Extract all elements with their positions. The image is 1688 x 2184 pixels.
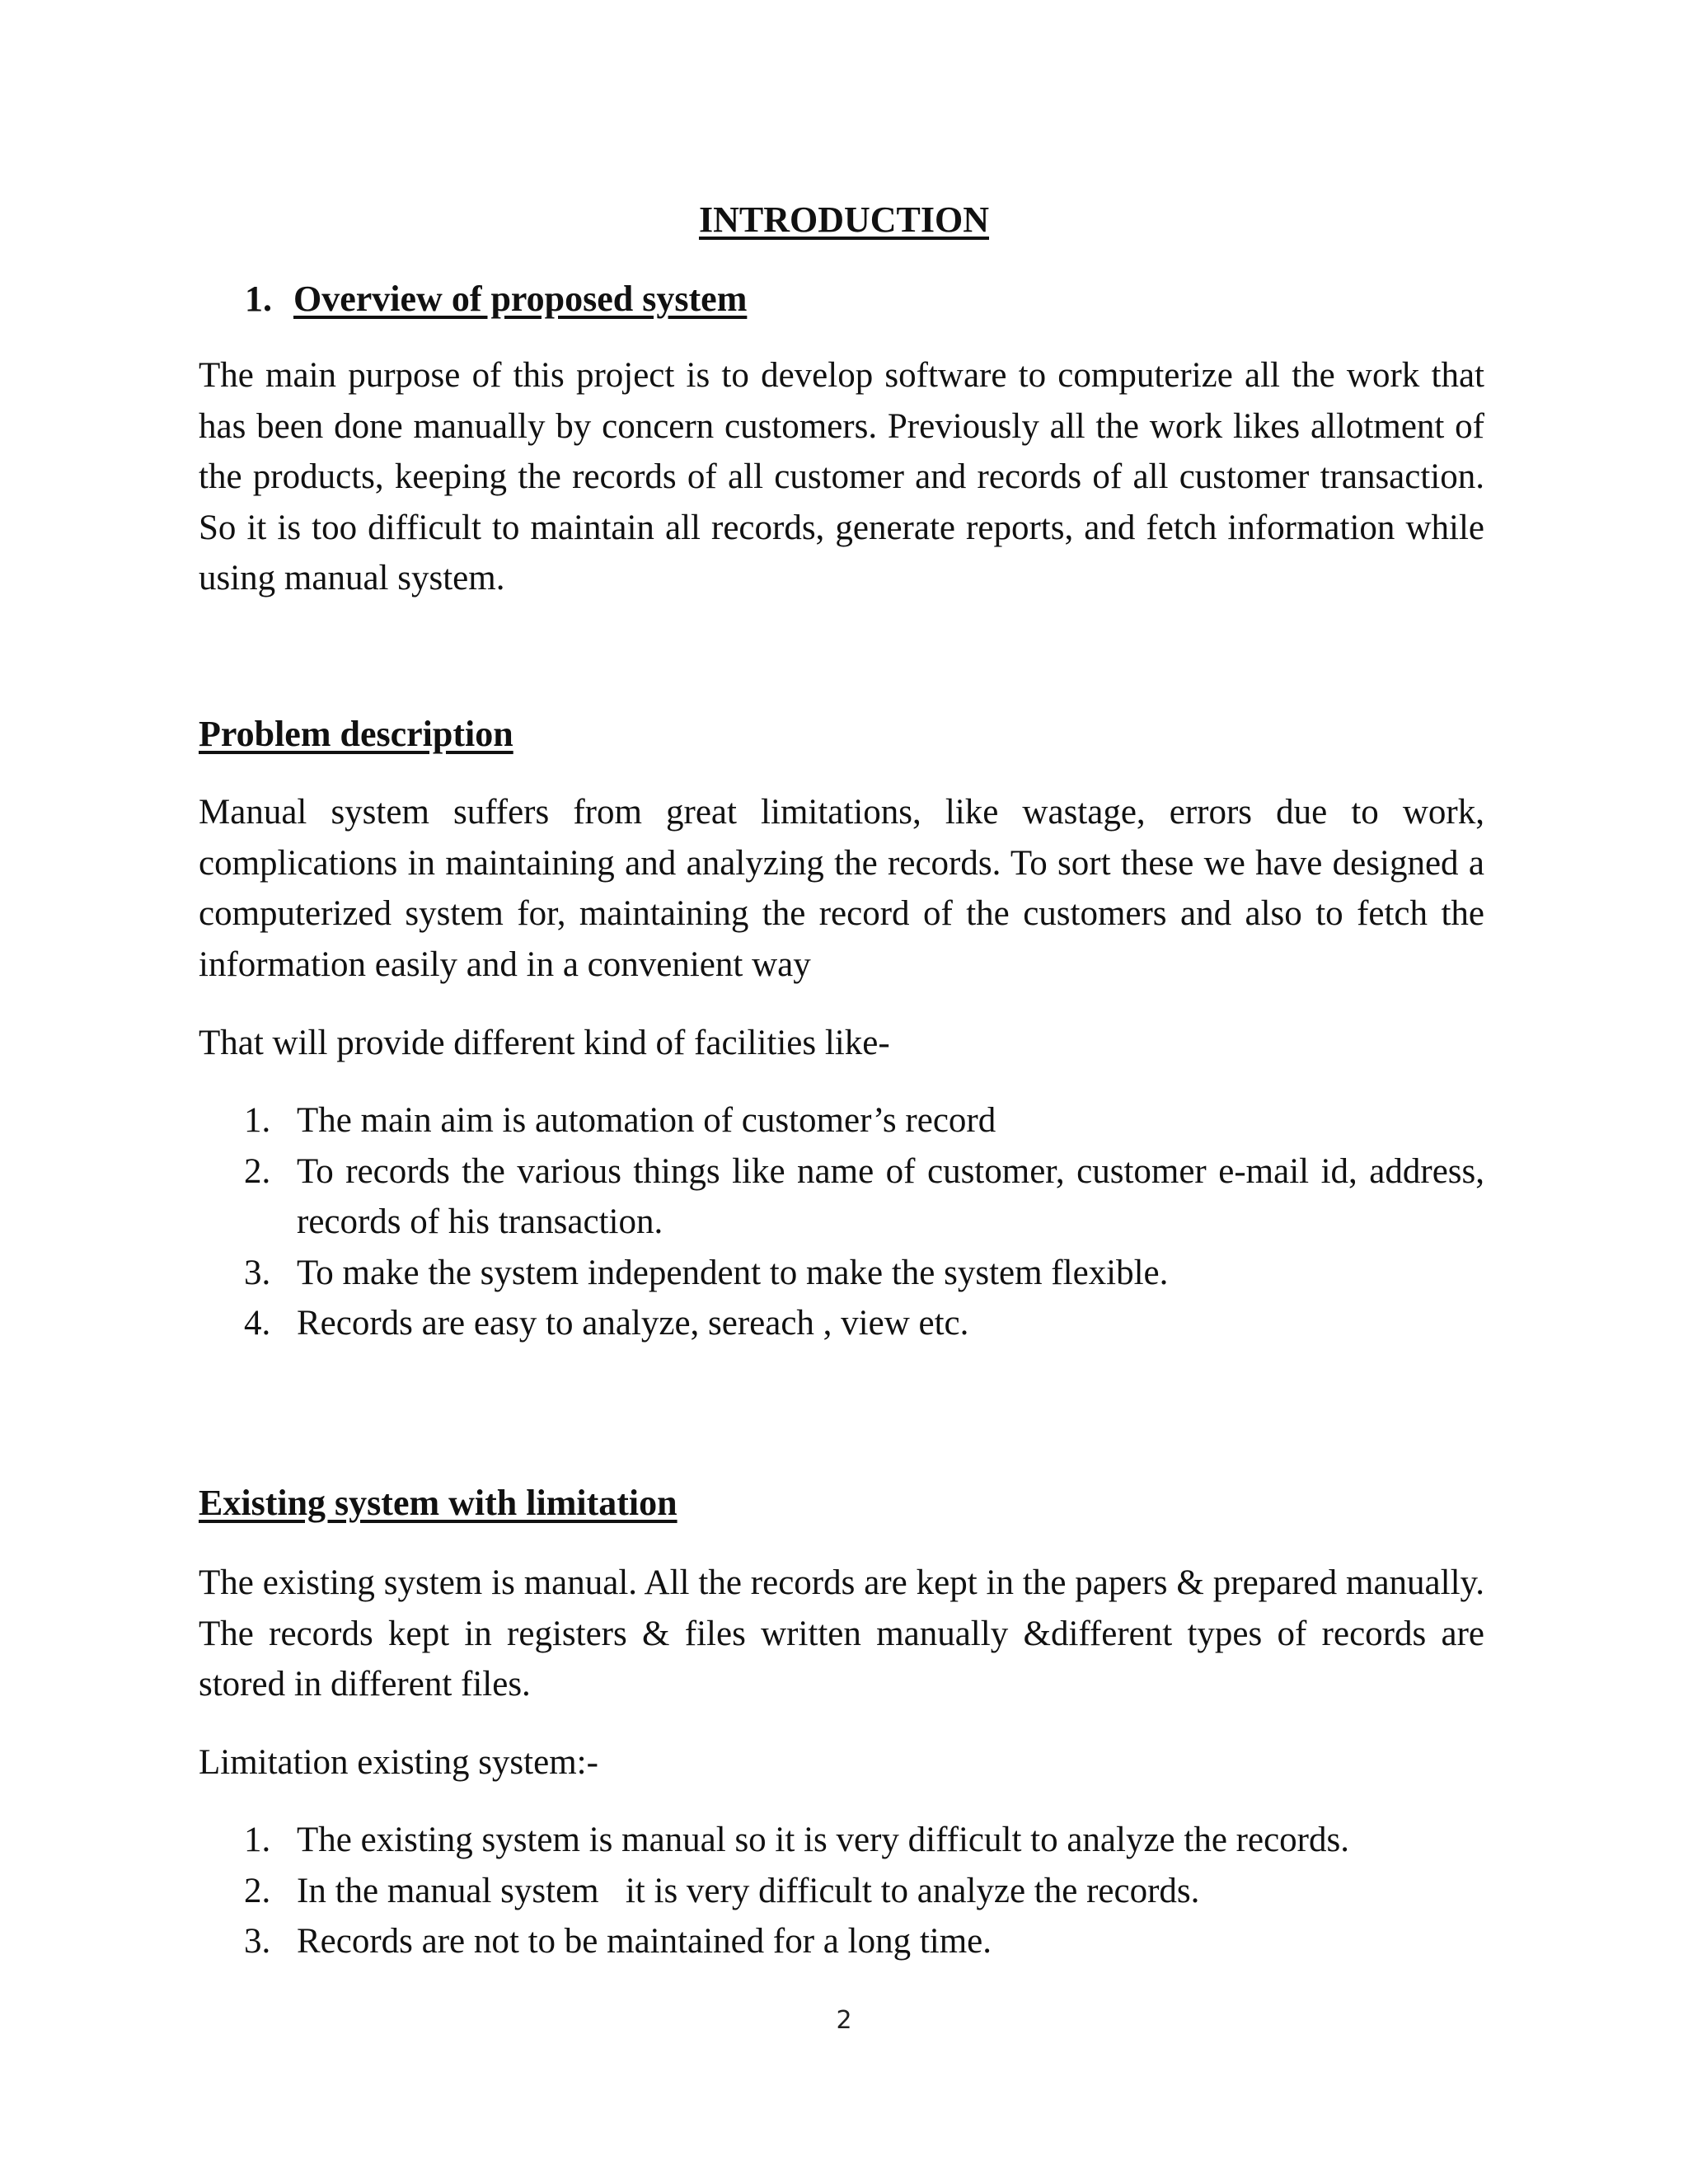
facilities-list [199, 1095, 1484, 1349]
overview-heading-text: Overview of proposed system [293, 279, 748, 319]
page-title: INTRODUCTION [698, 199, 990, 240]
list-marker: 2. [244, 1871, 271, 1910]
list-item [199, 1146, 1484, 1248]
list-item [199, 1298, 1484, 1349]
list-item [199, 1095, 1484, 1146]
problem-heading-text: Problem description [199, 714, 513, 754]
list-item-text: Records are easy to analyze, sereach , view etc. [297, 1304, 969, 1343]
list-item [199, 1866, 1484, 1917]
list-marker: 2. [244, 1151, 271, 1191]
problem-paragraph: Manual system suffers from great limitations, like wastage, errors due to work, complications in maintaining and analyzing the records. To sort these we have designed a computerized system for, maintaining the record of the customers and also to fetch the information easily and in a convenient way [199, 793, 1484, 984]
list-item [199, 1815, 1484, 1866]
overview-heading-number: 1. [245, 279, 272, 319]
list-marker: 1. [244, 1101, 271, 1140]
list-item [199, 1916, 1484, 1967]
list-marker: 3. [244, 1253, 271, 1292]
list-item-text: To records the various things like name of customer, customer e-mail id, address, records of his transaction. [297, 1151, 1484, 1241]
list-item-text: In the manual system it is very difficult to analyze the records. [297, 1871, 1200, 1910]
page-number: 2 [836, 2006, 852, 2035]
overview-paragraph: The main purpose of this project is to develop software to computerize all the work that has been done manually by concern customers. Previously all the work likes allotment of the products, keeping the records of all customer and records of all customer transaction. So it is too difficult to maintain all records, generate reports, and fetch information while using manual system. [199, 356, 1484, 598]
list-item [199, 1248, 1484, 1299]
list-marker: 1. [244, 1821, 271, 1859]
existing-paragraph: The existing system is manual. All the records are kept in the papers & prepared manually. The records kept in registers & files written manually &different types of records are stored in different files. [199, 1563, 1484, 1704]
limitations-list [199, 1815, 1484, 1967]
problem-heading [199, 710, 513, 758]
list-item-text: To make the system independent to make the system flexible. [297, 1253, 1169, 1292]
list-item-text: Records are not to be maintained for a long time. [297, 1922, 992, 1961]
existing-heading [199, 1479, 678, 1527]
list-marker: 4. [244, 1304, 271, 1343]
list-item-text: The existing system is manual so it is very difficult to analyze the records. [297, 1821, 1349, 1859]
list-marker: 3. [244, 1922, 271, 1961]
problem-list-intro: That will provide different kind of facilities like- [199, 1024, 890, 1062]
existing-heading-text: Existing system with limitation [199, 1483, 678, 1523]
existing-list-intro: Limitation existing system:- [199, 1743, 598, 1782]
overview-heading [199, 275, 747, 323]
list-item-text: The main aim is automation of customer’s record [297, 1101, 996, 1140]
